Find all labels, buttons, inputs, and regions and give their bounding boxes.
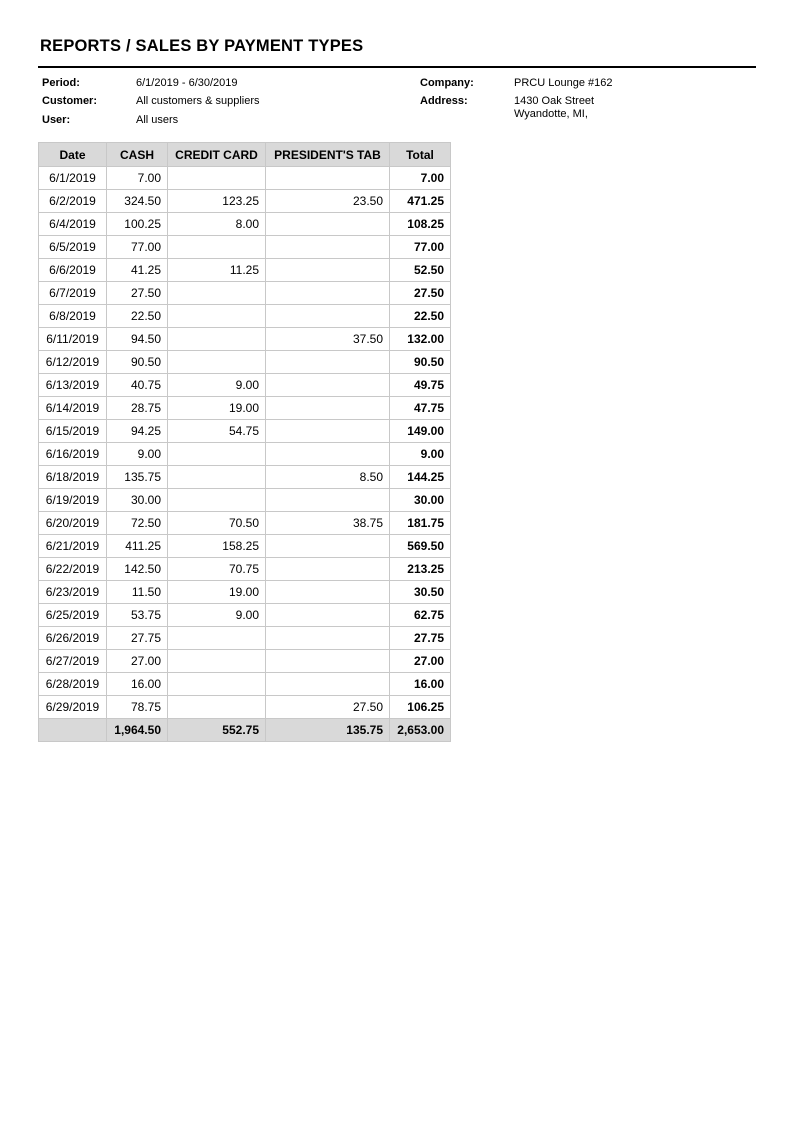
totals-grand-total: 2,653.00 (390, 719, 451, 742)
user-label: User: (42, 114, 71, 126)
cell-presidents-tab (266, 673, 390, 696)
cell-presidents-tab (266, 604, 390, 627)
cell-cash: 30.00 (107, 489, 168, 512)
cell-credit-card: 54.75 (168, 420, 266, 443)
customer-label: Customer: (42, 95, 98, 107)
cell-date: 6/22/2019 (39, 558, 107, 581)
address-line-2: Wyandotte, MI, (514, 108, 588, 120)
cell-total: 108.25 (390, 213, 451, 236)
table-row (39, 305, 451, 328)
cell-date: 6/11/2019 (39, 328, 107, 351)
cell-credit-card (168, 236, 266, 259)
cell-presidents-tab (266, 397, 390, 420)
cell-total: 27.00 (390, 650, 451, 673)
cell-credit-card: 19.00 (168, 581, 266, 604)
cell-date: 6/8/2019 (39, 305, 107, 328)
table-row (39, 696, 451, 719)
header-total: Total (390, 143, 451, 167)
cell-presidents-tab (266, 236, 390, 259)
totals-label-cell (39, 719, 107, 742)
cell-date: 6/18/2019 (39, 466, 107, 489)
cell-total: 7.00 (390, 167, 451, 190)
cell-date: 6/27/2019 (39, 650, 107, 673)
cell-date: 6/7/2019 (39, 282, 107, 305)
cell-date: 6/20/2019 (39, 512, 107, 535)
cell-credit-card (168, 443, 266, 466)
table-row (39, 213, 451, 236)
address-line-1: 1430 Oak Street (514, 95, 595, 107)
cell-credit-card (168, 167, 266, 190)
cell-cash: 11.50 (107, 581, 168, 604)
company-label: Company: (420, 77, 474, 89)
period-label: Period: (42, 77, 80, 89)
cell-total: 471.25 (390, 190, 451, 213)
cell-total: 30.50 (390, 581, 451, 604)
cell-credit-card: 19.00 (168, 397, 266, 420)
table-row (39, 650, 451, 673)
cell-date: 6/2/2019 (39, 190, 107, 213)
cell-credit-card: 123.25 (168, 190, 266, 213)
cell-presidents-tab (266, 581, 390, 604)
table-row (39, 374, 451, 397)
cell-date: 6/4/2019 (39, 213, 107, 236)
cell-date: 6/16/2019 (39, 443, 107, 466)
cell-cash: 41.25 (107, 259, 168, 282)
cell-total: 27.75 (390, 627, 451, 650)
cell-total: 213.25 (390, 558, 451, 581)
table-row (39, 351, 451, 374)
table-row (39, 190, 451, 213)
table-row (39, 581, 451, 604)
cell-presidents-tab (266, 627, 390, 650)
table-row (39, 489, 451, 512)
cell-total: 16.00 (390, 673, 451, 696)
cell-date: 6/28/2019 (39, 673, 107, 696)
cell-credit-card (168, 673, 266, 696)
cell-total: 47.75 (390, 397, 451, 420)
title-divider (38, 66, 756, 68)
cell-presidents-tab (266, 167, 390, 190)
cell-date: 6/13/2019 (39, 374, 107, 397)
table-row (39, 466, 451, 489)
table-row (39, 328, 451, 351)
totals-credit-card: 552.75 (168, 719, 266, 742)
cell-total: 62.75 (390, 604, 451, 627)
cell-date: 6/26/2019 (39, 627, 107, 650)
cell-cash: 28.75 (107, 397, 168, 420)
cell-cash: 94.25 (107, 420, 168, 443)
table-row (39, 282, 451, 305)
cell-presidents-tab (266, 650, 390, 673)
company-value: PRCU Lounge #162 (514, 77, 613, 89)
cell-presidents-tab (266, 420, 390, 443)
cell-cash: 94.50 (107, 328, 168, 351)
cell-cash: 7.00 (107, 167, 168, 190)
cell-credit-card: 158.25 (168, 535, 266, 558)
cell-presidents-tab: 37.50 (266, 328, 390, 351)
period-value: 6/1/2019 - 6/30/2019 (136, 77, 238, 89)
cell-cash: 100.25 (107, 213, 168, 236)
cell-total: 144.25 (390, 466, 451, 489)
customer-value: All customers & suppliers (136, 95, 260, 107)
cell-cash: 142.50 (107, 558, 168, 581)
cell-presidents-tab (266, 305, 390, 328)
table-row (39, 167, 451, 190)
cell-date: 6/25/2019 (39, 604, 107, 627)
cell-credit-card: 8.00 (168, 213, 266, 236)
cell-credit-card (168, 282, 266, 305)
cell-presidents-tab (266, 351, 390, 374)
header-date: Date (39, 143, 107, 167)
report-title: REPORTS / SALES BY PAYMENT TYPES (40, 37, 364, 55)
cell-cash: 16.00 (107, 673, 168, 696)
cell-cash: 78.75 (107, 696, 168, 719)
cell-date: 6/21/2019 (39, 535, 107, 558)
cell-total: 90.50 (390, 351, 451, 374)
table-row (39, 604, 451, 627)
cell-total: 22.50 (390, 305, 451, 328)
cell-cash: 72.50 (107, 512, 168, 535)
table-row (39, 397, 451, 420)
cell-presidents-tab (266, 259, 390, 282)
cell-presidents-tab (266, 558, 390, 581)
cell-credit-card: 9.00 (168, 374, 266, 397)
cell-cash: 27.75 (107, 627, 168, 650)
cell-cash: 77.00 (107, 236, 168, 259)
sales-by-payment-table (38, 142, 451, 742)
cell-presidents-tab (266, 443, 390, 466)
cell-cash: 411.25 (107, 535, 168, 558)
cell-credit-card (168, 696, 266, 719)
cell-date: 6/19/2019 (39, 489, 107, 512)
table-row (39, 627, 451, 650)
cell-cash: 9.00 (107, 443, 168, 466)
cell-cash: 40.75 (107, 374, 168, 397)
cell-credit-card: 70.50 (168, 512, 266, 535)
table-row (39, 443, 451, 466)
cell-cash: 27.50 (107, 282, 168, 305)
totals-presidents-tab: 135.75 (266, 719, 390, 742)
address-label: Address: (420, 95, 468, 107)
table-row (39, 259, 451, 282)
table-header-row (39, 143, 451, 167)
cell-cash: 22.50 (107, 305, 168, 328)
cell-date: 6/12/2019 (39, 351, 107, 374)
cell-presidents-tab (266, 535, 390, 558)
cell-presidents-tab: 23.50 (266, 190, 390, 213)
cell-cash: 135.75 (107, 466, 168, 489)
cell-credit-card (168, 466, 266, 489)
header-credit-card: CREDIT CARD (168, 143, 266, 167)
cell-total: 52.50 (390, 259, 451, 282)
cell-presidents-tab (266, 374, 390, 397)
cell-date: 6/14/2019 (39, 397, 107, 420)
cell-presidents-tab: 8.50 (266, 466, 390, 489)
cell-presidents-tab (266, 282, 390, 305)
cell-total: 132.00 (390, 328, 451, 351)
table-row (39, 420, 451, 443)
cell-credit-card: 70.75 (168, 558, 266, 581)
cell-total: 49.75 (390, 374, 451, 397)
cell-credit-card (168, 650, 266, 673)
cell-date: 6/1/2019 (39, 167, 107, 190)
cell-cash: 53.75 (107, 604, 168, 627)
cell-presidents-tab (266, 489, 390, 512)
table-row (39, 673, 451, 696)
cell-cash: 90.50 (107, 351, 168, 374)
cell-cash: 27.00 (107, 650, 168, 673)
cell-credit-card (168, 305, 266, 328)
cell-date: 6/6/2019 (39, 259, 107, 282)
cell-total: 569.50 (390, 535, 451, 558)
user-value: All users (136, 114, 179, 126)
cell-date: 6/15/2019 (39, 420, 107, 443)
header-presidents-tab: PRESIDENT'S TAB (266, 143, 390, 167)
cell-credit-card (168, 328, 266, 351)
cell-credit-card (168, 627, 266, 650)
cell-presidents-tab: 38.75 (266, 512, 390, 535)
cell-presidents-tab: 27.50 (266, 696, 390, 719)
cell-total: 181.75 (390, 512, 451, 535)
cell-total: 149.00 (390, 420, 451, 443)
cell-credit-card: 9.00 (168, 604, 266, 627)
cell-date: 6/29/2019 (39, 696, 107, 719)
totals-row (39, 719, 451, 742)
cell-total: 106.25 (390, 696, 451, 719)
cell-presidents-tab (266, 213, 390, 236)
header-cash: CASH (107, 143, 168, 167)
cell-credit-card (168, 489, 266, 512)
totals-cash: 1,964.50 (107, 719, 168, 742)
cell-credit-card: 11.25 (168, 259, 266, 282)
cell-cash: 324.50 (107, 190, 168, 213)
cell-date: 6/5/2019 (39, 236, 107, 259)
table-row (39, 236, 451, 259)
cell-total: 9.00 (390, 443, 451, 466)
table-row (39, 512, 451, 535)
table-row (39, 535, 451, 558)
cell-date: 6/23/2019 (39, 581, 107, 604)
cell-credit-card (168, 351, 266, 374)
cell-total: 77.00 (390, 236, 451, 259)
cell-total: 30.00 (390, 489, 451, 512)
table-row (39, 558, 451, 581)
cell-total: 27.50 (390, 282, 451, 305)
